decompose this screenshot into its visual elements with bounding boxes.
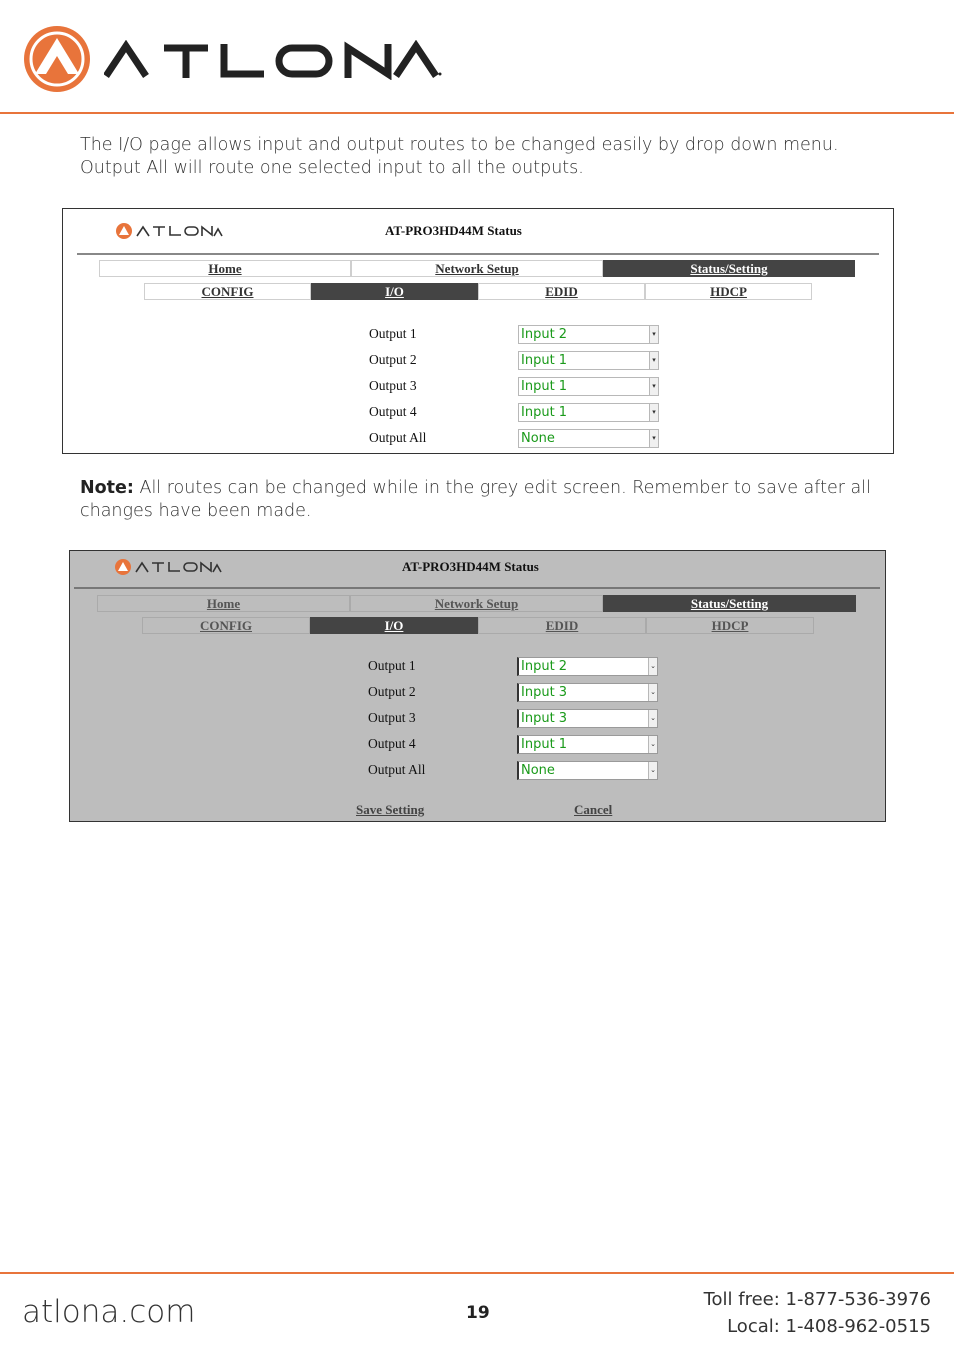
output-3-label: Output 3 — [369, 378, 417, 393]
sub-nav — [144, 283, 812, 300]
footer-local-phone: Local: 1-408-962-0515 — [727, 1316, 931, 1337]
tab-config[interactable]: CONFIG — [144, 283, 311, 300]
output-4-label: Output 4 — [368, 736, 416, 751]
footer-divider — [0, 1272, 954, 1274]
output-4-select[interactable]: Input 1 ⌄ — [517, 735, 658, 754]
dropdown-arrow-icon: ▾ — [649, 378, 658, 395]
output-2-label: Output 2 — [368, 684, 416, 699]
atlona-mini-logo-icon — [115, 221, 223, 241]
output-all-label: Output All — [369, 430, 427, 445]
output-1-label: Output 1 — [369, 326, 417, 341]
tab-io[interactable]: I/O — [311, 283, 478, 300]
nav-network-setup[interactable]: Network Setup — [351, 260, 603, 277]
nav-home[interactable]: Home — [97, 595, 350, 612]
dropdown-arrow-icon: ⌄ — [648, 762, 657, 779]
tab-edid[interactable]: EDID — [478, 617, 646, 634]
output-all-label: Output All — [368, 762, 426, 777]
tab-config[interactable]: CONFIG — [142, 617, 310, 634]
atlona-wordmark — [104, 40, 444, 80]
output-1-label: Output 1 — [368, 658, 416, 673]
tab-io[interactable]: I/O — [310, 617, 478, 634]
note-paragraph — [80, 477, 900, 523]
output-3-select[interactable]: Input 3 ⌄ — [517, 709, 658, 728]
dropdown-arrow-icon: ⌄ — [648, 736, 657, 753]
screen-title: AT-PRO3HD44M Status — [402, 559, 539, 574]
sub-nav — [142, 617, 814, 634]
output-2-select[interactable]: Input 1 ▾ — [518, 351, 659, 370]
screen-divider — [74, 587, 880, 589]
note-label: Note: — [80, 478, 134, 498]
nav-status-setting[interactable]: Status/Setting — [603, 260, 855, 277]
dropdown-arrow-icon: ⌄ — [648, 710, 657, 727]
output-4-label: Output 4 — [369, 404, 417, 419]
output-all-select[interactable]: None ▾ — [518, 429, 659, 448]
top-nav — [99, 260, 855, 277]
intro-paragraph: The I/O page allows input and output routes to be changed easily by drop down menu. Output All will route one selected input to all the outputs. — [80, 135, 839, 178]
dropdown-arrow-icon: ▾ — [649, 326, 658, 343]
footer-toll-free: Toll free: 1-877-536-3976 — [703, 1289, 931, 1310]
tab-hdcp[interactable]: HDCP — [645, 283, 812, 300]
dropdown-arrow-icon: ▾ — [649, 430, 658, 447]
screen-divider — [77, 253, 879, 255]
io-status-screenshot — [62, 208, 894, 454]
atlona-logo-icon — [22, 24, 92, 94]
output-4-select[interactable]: Input 1 ▾ — [518, 403, 659, 422]
top-nav — [97, 595, 856, 612]
nav-network-setup[interactable]: Network Setup — [350, 595, 603, 612]
tab-edid[interactable]: EDID — [478, 283, 645, 300]
cancel-button[interactable]: Cancel — [574, 802, 613, 817]
output-3-select[interactable]: Input 1 ▾ — [518, 377, 659, 396]
output-3-label: Output 3 — [368, 710, 416, 725]
dropdown-arrow-icon: ▾ — [649, 404, 658, 421]
output-2-select[interactable]: Input 3 ⌄ — [517, 683, 658, 702]
save-setting-button[interactable]: Save Setting — [356, 802, 425, 817]
nav-status-setting[interactable]: Status/Setting — [603, 595, 856, 612]
nav-home[interactable]: Home — [99, 260, 351, 277]
tab-hdcp[interactable]: HDCP — [646, 617, 814, 634]
output-2-label: Output 2 — [369, 352, 417, 367]
page-number: 19 — [466, 1303, 490, 1323]
header-divider — [0, 112, 954, 114]
dropdown-arrow-icon: ⌄ — [648, 684, 657, 701]
dropdown-arrow-icon: ⌄ — [648, 658, 657, 675]
footer-website: atlona.com — [22, 1294, 196, 1330]
output-all-select[interactable]: None ⌄ — [517, 761, 658, 780]
screen-title: AT-PRO3HD44M Status — [385, 223, 522, 238]
io-edit-screenshot — [69, 550, 886, 822]
output-1-select[interactable]: Input 2 ⌄ — [517, 657, 658, 676]
dropdown-arrow-icon: ▾ — [649, 352, 658, 369]
output-1-select[interactable]: Input 2 ▾ — [518, 325, 659, 344]
note-text: All routes can be changed while in the grey edit screen. Remember to save after all changes have been made. — [80, 478, 871, 521]
atlona-mini-logo-icon — [114, 557, 222, 577]
